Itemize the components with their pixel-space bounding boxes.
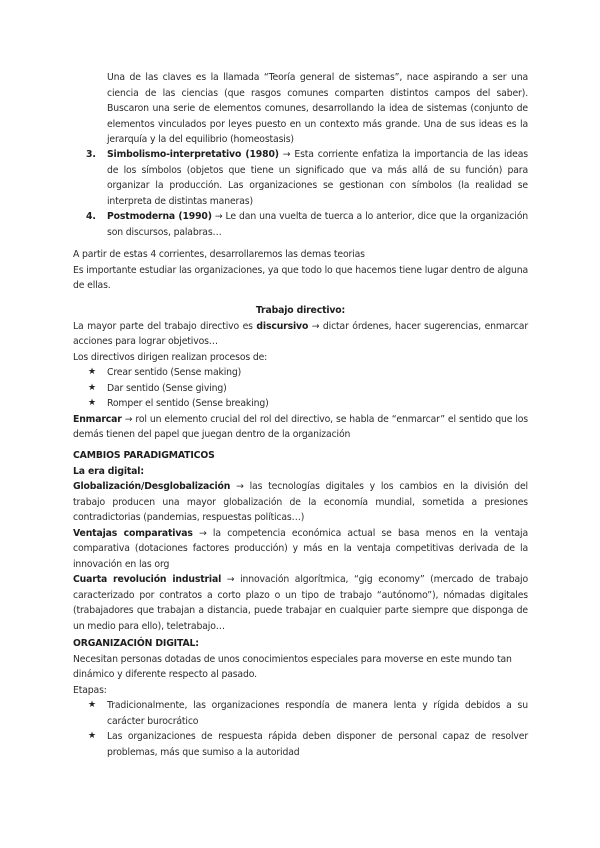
- star-bullet-icon: ★: [88, 367, 96, 377]
- numbered-item-3: [86, 147, 528, 209]
- numbered-item-4: [86, 209, 528, 240]
- importance-text: Es importante estudiar las organizaciones, ya que todo lo que hacemos tiene lugar dentro de alguna de ellas.: [73, 264, 528, 291]
- list-item: ★ Crear sentido (Sense making): [73, 365, 528, 381]
- processes-intro: Los directivos dirigen realizan procesos de:: [73, 351, 268, 363]
- star-bullet-icon: ★: [88, 398, 96, 408]
- star-bullet-icon: ★: [88, 382, 96, 393]
- cambios-section: [73, 448, 528, 634]
- trabajo-directivo-section: [73, 303, 528, 443]
- systems-theory-paragraph: [107, 70, 528, 148]
- processes-list: [73, 365, 528, 412]
- discursive-paragraph: La mayor parte del trabajo directivo es discursivo → dictar órdenes, hacer sugerencias, enmarcar acciones para lograr objetivos…: [73, 320, 528, 347]
- list-item: ★ Dar sentido (Sense giving): [73, 381, 528, 397]
- cambios-item: Ventajas comparativas → la competencia económica actual se basa menos en la ventaja comparativa (dotaciones factores producción) y más en la ventaja competitivas derivada de la innovación en las org: [73, 527, 528, 570]
- after-currents-text: A partir de estas 4 corrientes, desarrollaremos las demas teorias: [73, 249, 365, 260]
- enmarcar-paragraph: Enmarcar → rol un elemento crucial del rol del directivo, se habla de “enmarcar” el sentido que los demás tienen del papel que juegan dentro de la organización: [73, 413, 528, 440]
- org-digital-intro: Necesitan personas dotadas de unos conocimientos especiales para moverse en este mundo tan dinámico y diferente respecto al pasado.: [73, 653, 512, 680]
- subsection-heading: La era digital:: [73, 465, 144, 477]
- section-heading: ORGANIZACIÓN DIGITAL:: [73, 638, 199, 649]
- numbered-list: [86, 147, 528, 240]
- list-item: ★ Romper el sentido (Sense breaking): [73, 396, 528, 412]
- item-title: Simbolismo-interpretativo (1980): [107, 149, 279, 160]
- star-bullet-icon: ★: [88, 700, 96, 710]
- etapas-label: Etapas:: [73, 684, 107, 696]
- discursivo-term: discursivo: [256, 320, 309, 332]
- star-bullet-icon: ★: [88, 731, 96, 741]
- item-number: 3.: [86, 149, 96, 160]
- cambios-item: Cuarta revolución industrial → innovación algorítmica, “gig economy” (mercado de trabajo caracterizado por contratos a corto plazo o un tipo de trabajo “autónomo”), nómadas digitales (trabajadores que trabajan a distancia, puede trabajar en cualquier parte siempre que disponga de un medio para ello), teletrabajo…: [73, 574, 528, 632]
- item-text: → Le dan una vuelta de tuerca a lo anterior, dice que la organización son discursos, palabras…: [107, 211, 528, 238]
- enmarcar-term: Enmarcar: [73, 413, 122, 425]
- section-heading: CAMBIOS PARADIGMATICOS: [73, 450, 215, 461]
- item-text: → Esta corriente enfatiza la importancia de las ideas de los símbolos (objetos que tiene un significado que va más allá de su función) para organizar la producción. Las organizaciones se gestionan con símbolos (la realidad se interpreta de distintas maneras): [107, 149, 528, 207]
- section-heading: Trabajo directivo:: [255, 305, 346, 316]
- item-title: Postmoderna (1990): [107, 211, 212, 222]
- list-item: ★ Las organizaciones de respuesta rápida deben disponer de personal capaz de resolver problemas, más que sumiso a la autoridad: [88, 731, 528, 758]
- currents-summary: [73, 247, 528, 294]
- intro-paragraph-text: Una de las claves es la llamada “Teoría general de sistemas”, nace aspirando a ser una ciencia de las ciencias (que rasgos comunes comparten distintos campos del saber). Buscaron una serie de elementos comunes, desarrollando la idea de sistemas (conjunto de elementos vinculados por leyes puesto en un contexto más grande. Una de sus ideas es la jerarquía y la del equilibrio (homeostasis): [107, 72, 528, 145]
- etapas-list: [73, 698, 528, 760]
- item-number: 4.: [86, 211, 96, 222]
- organizacion-digital-section: [73, 636, 528, 760]
- cambios-item: Globalización/Desglobalización → las tecnologías digitales y los cambios en la división del trabajo producen una mayor globalización de la economía mundial, sometida a presiones contradictorias (pandemias, respuestas políticas…): [73, 481, 528, 523]
- list-item: ★ Tradicionalmente, las organizaciones respondía de manera lenta y rígida debidos a su carácter burocrático: [88, 700, 528, 727]
